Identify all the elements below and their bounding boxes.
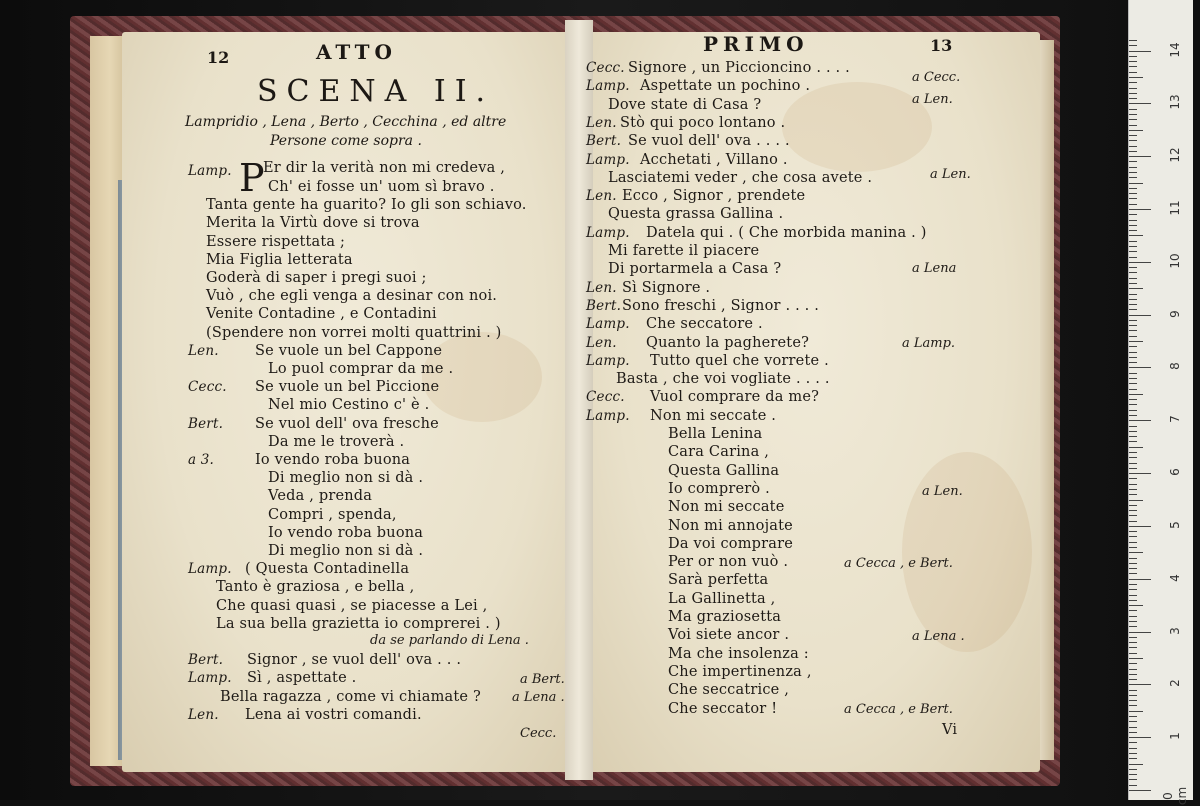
- ruler-tick: [1129, 711, 1143, 712]
- speaker-label: Lamp.: [586, 78, 630, 95]
- ruler-tick: [1129, 278, 1137, 279]
- verse-line: Lena ai vostri comandi.: [245, 706, 422, 723]
- ruler-tick: [1129, 135, 1137, 136]
- verse-line: Di meglio non si dà .: [268, 470, 424, 487]
- ruler-tick: [1129, 193, 1137, 194]
- ruler-tick: [1129, 452, 1137, 453]
- ruler-label: 13: [1168, 94, 1182, 111]
- ruler-tick: [1129, 441, 1137, 442]
- ruler-tick: [1129, 742, 1137, 743]
- ruler-label: 11: [1168, 200, 1182, 216]
- ruler-tick: [1129, 378, 1137, 379]
- ruler-tick: [1129, 547, 1137, 548]
- verse-line: Che seccatore .: [646, 316, 763, 333]
- stage-direction: a Len.: [912, 92, 953, 107]
- stage-direction: a Lena .: [912, 629, 965, 644]
- ruler-tick: [1129, 373, 1137, 374]
- ruler-tick: [1129, 700, 1137, 701]
- speaker-label: Bert.: [188, 652, 224, 669]
- verse-line: Venite Contadine , e Contadini: [206, 306, 437, 323]
- ruler-tick: [1129, 727, 1137, 728]
- ruler-label: 12: [1168, 147, 1182, 163]
- ruler-tick: [1129, 489, 1137, 490]
- ruler-tick: [1129, 684, 1151, 685]
- verse-line: ( Questa Contadinella: [245, 561, 410, 578]
- ruler-tick: [1129, 579, 1151, 580]
- speaker-label: Cecc.: [586, 389, 625, 406]
- ruler-tick: [1129, 679, 1137, 680]
- verse-line: Signore , un Piccioncino . . . .: [628, 60, 850, 76]
- verse-line: Sì Signore .: [622, 279, 711, 296]
- ruler-tick: [1129, 436, 1137, 437]
- verse-line: Mia Figlia letterata: [206, 251, 353, 268]
- ruler-tick: [1129, 288, 1143, 289]
- stage-direction: a Cecca , e Bert.: [844, 702, 953, 717]
- ruler-tick: [1129, 404, 1137, 405]
- stage-direction: a Len.: [922, 484, 963, 499]
- foxing-stain: [782, 82, 932, 172]
- speaker-label: Lamp.: [586, 224, 630, 241]
- catchword: Cecc.: [520, 726, 557, 741]
- ruler-tick: [1129, 198, 1137, 199]
- ruler-tick: [1129, 764, 1143, 765]
- ruler-tick: [1129, 130, 1143, 131]
- ruler-tick: [1129, 257, 1137, 258]
- ruler-tick: [1129, 341, 1143, 342]
- stage-direction: a Bert.: [520, 672, 565, 687]
- ruler-tick: [1129, 225, 1137, 226]
- ruler-tick: [1129, 521, 1137, 522]
- ruler-tick: [1129, 632, 1151, 633]
- verse-line: Sono freschi , Signor . . . .: [622, 297, 820, 314]
- verse-line: Che seccatrice ,: [668, 682, 790, 699]
- ruler-tick: [1129, 558, 1137, 559]
- ruler-tick: [1129, 119, 1137, 120]
- verse-line: Bella ragazza , come vi chiamate ?: [220, 688, 481, 705]
- verse-line: Non mi seccate: [668, 499, 785, 516]
- verse-line: Aspettate un pochino .: [640, 78, 811, 95]
- speaker-label: Cecc.: [586, 60, 625, 76]
- stage-direction: da se parlando di Lena .: [370, 633, 529, 648]
- verse-line: (Spendere non vorrei molti quattrini . ): [206, 324, 502, 341]
- verse-line: Sì , aspettate .: [247, 670, 357, 687]
- speaker-label: Len.: [586, 188, 617, 205]
- ruler-tick: [1129, 737, 1151, 738]
- verse-line: Basta , che voi vogliate . . . .: [616, 371, 830, 388]
- ruler-tick: [1129, 473, 1151, 474]
- measurement-ruler: [1128, 0, 1193, 806]
- ruler-tick: [1129, 66, 1137, 67]
- ruler-tick: [1129, 647, 1137, 648]
- page-number-right: 13: [930, 36, 953, 55]
- verse-line: Ma graziosetta: [668, 609, 782, 625]
- ruler-tick: [1129, 536, 1137, 537]
- verse-line: Ecco , Signor , prendete: [622, 188, 806, 205]
- verse-line: Datela qui . ( Che morbida manina . ): [646, 224, 927, 241]
- ruler-label: 5: [1168, 521, 1182, 529]
- ruler-tick: [1129, 447, 1143, 448]
- verse-line: Mi farette il piacere: [608, 243, 760, 259]
- ruler-label: 6: [1168, 468, 1182, 476]
- ruler-tick: [1129, 204, 1137, 205]
- ruler-tick: [1129, 563, 1137, 564]
- running-head-right: PRIMO: [703, 32, 809, 56]
- verse-line: Er dir la verità non mi credeva ,: [263, 160, 506, 176]
- ruler-tick: [1129, 72, 1137, 73]
- ruler-tick: [1129, 188, 1137, 189]
- ruler-tick: [1129, 214, 1137, 215]
- stage-direction: a Lena .: [512, 690, 565, 705]
- ruler-tick: [1129, 410, 1137, 411]
- ruler-tick: [1129, 658, 1143, 659]
- ruler-tick: [1129, 531, 1137, 532]
- verse-line: Per or non vuò .: [668, 554, 789, 571]
- ruler-tick: [1129, 294, 1137, 295]
- drop-cap: P: [239, 156, 265, 200]
- verse-line: Ma che insolenza :: [668, 645, 809, 662]
- verse-line: Questa Gallina: [668, 462, 780, 479]
- ruler-tick: [1129, 542, 1137, 543]
- ruler-label: 4: [1168, 573, 1182, 582]
- foxing-stain: [902, 452, 1032, 652]
- verse-line: Lo puol comprar da me .: [268, 361, 454, 377]
- ruler-label: 9: [1168, 309, 1182, 318]
- stage-direction: a Cecca , e Bert.: [844, 556, 953, 571]
- verse-line: Tutto quel che vorrete .: [650, 352, 829, 369]
- ruler-tick: [1129, 103, 1151, 104]
- ruler-tick: [1129, 584, 1137, 585]
- ruler-tick: [1129, 774, 1137, 775]
- speaker-label: Len.: [188, 706, 219, 723]
- ruler-tick: [1129, 330, 1137, 331]
- ruler-tick: [1129, 663, 1137, 664]
- stage-direction: a Lamp.: [902, 336, 956, 351]
- ruler-label: 7: [1168, 415, 1182, 424]
- verse-line: Che quasi quasi , se piacesse a Lei ,: [216, 597, 488, 614]
- ruler-tick: [1129, 156, 1151, 157]
- ruler-tick: [1129, 51, 1151, 52]
- verse-line: Se vuole un bel Piccione: [255, 379, 440, 396]
- ruler-tick: [1129, 125, 1137, 126]
- ruler-tick: [1129, 669, 1137, 670]
- verse-line: Tanto è graziosa , e bella ,: [216, 579, 415, 596]
- verse-line: Di meglio non si dà .: [268, 543, 424, 559]
- ruler-tick: [1129, 230, 1137, 231]
- verse-line: Io comprerò .: [668, 480, 770, 497]
- ruler-tick: [1129, 320, 1137, 321]
- speaker-label: Lamp.: [188, 561, 232, 578]
- speaker-label: Bert.: [586, 297, 622, 314]
- ruler-tick: [1129, 357, 1137, 358]
- ruler-tick: [1129, 500, 1143, 501]
- verse-line: Cara Carina ,: [668, 444, 770, 461]
- ruler-tick: [1129, 426, 1137, 427]
- ruler-tick: [1129, 235, 1143, 236]
- ruler-tick: [1129, 505, 1137, 506]
- ruler-tick: [1129, 299, 1137, 300]
- ruler-tick: [1129, 399, 1137, 400]
- ruler-tick: [1129, 690, 1137, 691]
- verse-line: Veda , prenda: [268, 488, 373, 505]
- ruler-tick: [1129, 251, 1137, 252]
- speaker-label: Lamp.: [586, 316, 630, 333]
- verse-line: Lasciatemi veder , che cosa avete .: [608, 169, 873, 186]
- verse-line: Vuò , che egli venga a desinar con noi.: [206, 288, 498, 305]
- ruler-tick: [1129, 172, 1137, 173]
- ruler-tick: [1129, 589, 1137, 590]
- ruler-tick: [1129, 177, 1137, 178]
- verse-line: Questa grassa Gallina .: [608, 206, 784, 223]
- ruler-tick: [1129, 45, 1137, 46]
- verse-line: Ch' ei fosse un' uom sì bravo .: [268, 179, 495, 195]
- ruler-tick: [1129, 637, 1137, 638]
- ruler-tick: [1129, 304, 1137, 305]
- catchword: Vi: [942, 722, 958, 738]
- ruler-tick: [1129, 77, 1143, 78]
- verse-line: Che seccator !: [668, 700, 778, 717]
- ruler-tick: [1129, 600, 1137, 601]
- speaker-label: Lamp.: [586, 407, 630, 424]
- ruler-tick: [1129, 595, 1137, 596]
- ruler-tick: [1129, 653, 1137, 654]
- verse-line: Nel mio Cestino c' è .: [268, 397, 430, 414]
- ruler-tick: [1129, 753, 1137, 754]
- verse-line: Non mi annojate: [668, 517, 793, 534]
- ruler-tick: [1129, 352, 1137, 353]
- ruler-label: 0 cm: [1161, 786, 1189, 806]
- speaker-label: Bert.: [586, 133, 622, 150]
- ruler-tick: [1129, 790, 1151, 791]
- ruler-tick: [1129, 695, 1137, 696]
- verse-line: Essere rispettata ;: [206, 233, 346, 250]
- ruler-tick: [1129, 478, 1137, 479]
- ruler-tick: [1129, 146, 1137, 147]
- ruler-tick: [1129, 552, 1143, 553]
- ruler-tick: [1129, 362, 1137, 363]
- ruler-tick: [1129, 272, 1137, 273]
- ruler-tick: [1129, 383, 1137, 384]
- ruler-tick: [1129, 262, 1151, 263]
- ruler-tick: [1129, 526, 1151, 527]
- speaker-label: Lamp.: [586, 151, 630, 168]
- ruler-tick: [1129, 336, 1137, 337]
- verse-line: Merita la Virtù dove si trova: [206, 215, 420, 232]
- ruler-label: 10: [1168, 253, 1182, 269]
- ruler-tick: [1129, 674, 1137, 675]
- ruler-tick: [1129, 779, 1137, 780]
- ruler-label: 14: [1168, 41, 1182, 58]
- ruler-tick: [1129, 88, 1137, 89]
- verse-line: Dove state di Casa ?: [608, 96, 762, 113]
- ruler-tick: [1129, 246, 1137, 247]
- verse-line: Io vendo roba buona: [268, 524, 424, 541]
- ruler-tick: [1129, 705, 1137, 706]
- ruler-tick: [1129, 167, 1137, 168]
- ruler-tick: [1129, 151, 1137, 152]
- verse-line: Signor , se vuol dell' ova . . .: [247, 652, 462, 669]
- stage-direction: a Len.: [930, 167, 971, 182]
- ruler-tick: [1129, 220, 1137, 221]
- ruler-tick: [1129, 573, 1137, 574]
- stage-direction: a Lena: [912, 261, 957, 276]
- ruler-tick: [1129, 610, 1137, 611]
- speaker-label: a 3.: [188, 452, 215, 468]
- ruler-tick: [1129, 93, 1137, 94]
- ruler-tick: [1129, 389, 1137, 390]
- scene-title: SCENA II.: [257, 74, 495, 109]
- speaker-label: Len.: [586, 334, 617, 351]
- verse-line: Voi siete ancor .: [668, 627, 790, 644]
- ruler-tick: [1129, 114, 1137, 115]
- ruler-tick: [1129, 140, 1137, 141]
- ruler-tick: [1129, 769, 1137, 770]
- speaker-label: Len.: [586, 114, 617, 131]
- ruler-tick: [1129, 325, 1137, 326]
- verse-line: La Gallinetta ,: [668, 590, 776, 607]
- ruler-tick: [1129, 468, 1137, 469]
- ruler-tick: [1129, 515, 1137, 516]
- ruler-tick: [1129, 642, 1137, 643]
- verse-line: Tanta gente ha guarito? Io gli son schiavo.: [206, 197, 527, 214]
- verse-line: Goderà di saper i pregi suoi ;: [206, 270, 427, 286]
- ruler-tick: [1129, 82, 1137, 83]
- speaker-label: Len.: [586, 279, 617, 296]
- verse-line: Sarà perfetta: [668, 572, 769, 589]
- ruler-tick: [1129, 315, 1151, 316]
- speaker-label: Bert.: [188, 415, 224, 432]
- ruler-tick: [1129, 605, 1143, 606]
- ruler-label: 2: [1168, 679, 1182, 688]
- ruler-tick: [1129, 621, 1137, 622]
- cast-list: Lampridio , Lena , Berto , Cecchina , ed altre: [185, 114, 507, 130]
- ruler-tick: [1129, 716, 1137, 717]
- ruler-tick: [1129, 510, 1137, 511]
- speaker-label: Cecc.: [188, 379, 227, 396]
- ruler-tick: [1129, 415, 1137, 416]
- ruler-tick: [1129, 721, 1137, 722]
- speaker-label: Len.: [188, 342, 219, 359]
- ruler-tick: [1129, 616, 1137, 617]
- verse-line: Se vuol dell' ova . . . .: [628, 133, 790, 150]
- ruler-tick: [1129, 109, 1137, 110]
- verse-line: Di portarmela a Casa ?: [608, 261, 782, 278]
- ruler-tick: [1129, 494, 1137, 495]
- ruler-tick: [1129, 394, 1143, 395]
- ruler-tick: [1129, 98, 1137, 99]
- ruler-label: 1: [1168, 732, 1182, 740]
- ruler-label: 3: [1168, 626, 1182, 635]
- running-head-left: ATTO: [316, 40, 397, 64]
- ruler-tick: [1129, 626, 1137, 627]
- ruler-tick: [1129, 267, 1137, 268]
- ruler-tick: [1129, 161, 1137, 162]
- ruler-tick: [1129, 431, 1137, 432]
- ruler-tick: [1129, 283, 1137, 284]
- ruler-tick: [1129, 309, 1137, 310]
- verse-line: Che impertinenza ,: [668, 663, 812, 680]
- ruler-tick: [1129, 346, 1137, 347]
- ruler-tick: [1129, 40, 1137, 41]
- ruler-tick: [1129, 457, 1137, 458]
- ruler-tick: [1129, 209, 1151, 210]
- verse-line: Vuol comprare da me?: [650, 389, 820, 406]
- verse-line: Stò qui poco lontano .: [620, 114, 786, 131]
- ruler-tick: [1129, 748, 1137, 749]
- ruler-tick: [1129, 463, 1137, 464]
- verse-line: Se vuol dell' ova fresche: [255, 415, 439, 432]
- ruler-tick: [1129, 484, 1137, 485]
- speaker-label: Lamp.: [188, 670, 232, 687]
- verse-line: Non mi seccate .: [650, 407, 777, 424]
- verse-line: Compri , spenda,: [268, 506, 397, 523]
- ruler-tick: [1129, 61, 1137, 62]
- ruler-tick: [1129, 183, 1143, 184]
- verse-line: Acchetati , Villano .: [640, 151, 788, 168]
- speaker-label: Lamp.: [586, 352, 630, 369]
- ruler-tick: [1129, 241, 1137, 242]
- ruler-tick: [1129, 367, 1151, 368]
- ruler-label: 8: [1168, 362, 1182, 371]
- verse-line: Bella Lenina: [668, 426, 763, 442]
- verse-line: Io vendo roba buona: [255, 452, 411, 468]
- ruler-tick: [1129, 420, 1151, 421]
- verse-line: Se vuole un bel Cappone: [255, 342, 443, 359]
- verse-line: Da voi comprare: [668, 535, 794, 552]
- verse-line: Da me le troverà .: [268, 433, 405, 450]
- page-number-left: 12: [207, 48, 230, 67]
- stage-direction: a Cecc.: [912, 70, 961, 85]
- speaker-label: Lamp.: [188, 163, 232, 179]
- ruler-tick: [1129, 732, 1137, 733]
- ruler-tick: [1129, 785, 1137, 786]
- ruler-tick: [1129, 568, 1137, 569]
- verse-line: Quanto la pagherete?: [646, 334, 810, 351]
- cast-list-cont: Persone come sopra .: [270, 133, 422, 149]
- ruler-tick: [1129, 758, 1137, 759]
- verse-line: La sua bella grazietta io comprerei . ): [216, 615, 501, 632]
- ruler-tick: [1129, 56, 1137, 57]
